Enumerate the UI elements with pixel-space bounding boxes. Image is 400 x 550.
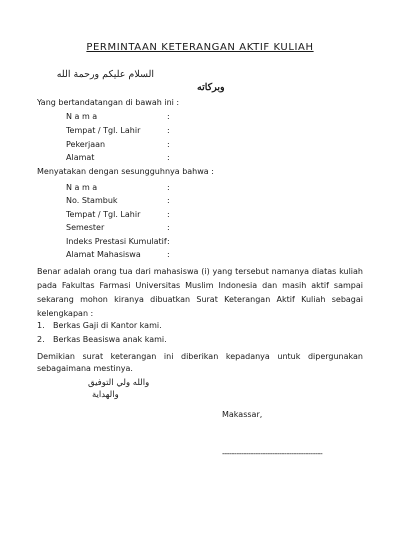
- signer-field-name-label: N a m a: [66, 112, 98, 121]
- intro-student: Menyatakan dengan sesungguhnya bahwa :: [37, 167, 214, 176]
- place-date: Makassar,: [222, 410, 263, 419]
- arabic-greeting-line2: وبركاته: [197, 82, 225, 93]
- student-field-birth-label: Tempat / Tgl. Lahir: [66, 210, 141, 219]
- signer-field-address-label: Alamat: [66, 153, 95, 162]
- student-field-ipk-label: Indeks Prestasi Kumulatif: [66, 237, 167, 246]
- student-field-ipk-colon: :: [167, 237, 170, 246]
- student-field-address-colon: :: [167, 250, 170, 259]
- student-field-semester-colon: :: [167, 223, 170, 232]
- arabic-greeting-line1: السلام عليكم ورحمة الله: [56, 69, 154, 80]
- attachment-2-text: Berkas Beasiswa anak kami.: [53, 335, 167, 344]
- student-field-semester-label: Semester: [66, 223, 105, 232]
- signer-field-name-colon: :: [167, 112, 170, 121]
- signature-line: ------------------------------------------: [222, 449, 323, 458]
- student-field-stambuk-label: No. Stambuk: [66, 196, 118, 205]
- intro-signer: Yang bertandatangan di bawah ini :: [37, 98, 180, 107]
- student-field-address-label: Alamat Mahasiswa: [66, 250, 141, 259]
- signer-field-job-colon: :: [167, 140, 170, 149]
- attachment-2-number: 2.: [37, 335, 45, 344]
- attachment-1-text: Berkas Gaji di Kantor kami.: [53, 321, 162, 330]
- student-field-stambuk-colon: :: [167, 196, 170, 205]
- closing-paragraph: Demikian surat keterangan ini diberikan kepadanya untuk dipergunakan sebagaimana mestinya.: [37, 352, 363, 373]
- body-paragraph: Benar adalah orang tua dari mahasiswa (i) yang tersebut namanya diatas kuliah pada Fakultas Farmasi Universitas Muslim Indonesia dan masih aktif sampai sekarang mohon kiranya dibuatkan Surat Keterangan Aktif Kuliah sebagai kelengkapan :: [37, 267, 363, 318]
- signer-field-address-colon: :: [167, 153, 170, 162]
- arabic-closing-line2: والهداية: [92, 390, 119, 400]
- document-title: PERMINTAAN KETERANGAN AKTIF KULIAH: [86, 42, 314, 53]
- arabic-closing-line1: والله ولي التوفيق: [88, 378, 150, 388]
- student-field-name-colon: :: [167, 183, 170, 192]
- signer-field-birth-colon: :: [167, 126, 170, 135]
- signer-field-birth-label: Tempat / Tgl. Lahir: [66, 126, 141, 135]
- signer-field-job-label: Pekerjaan: [66, 140, 106, 149]
- attachment-1-number: 1.: [37, 321, 45, 330]
- student-field-birth-colon: :: [167, 210, 170, 219]
- student-field-name-label: N a m a: [66, 183, 98, 192]
